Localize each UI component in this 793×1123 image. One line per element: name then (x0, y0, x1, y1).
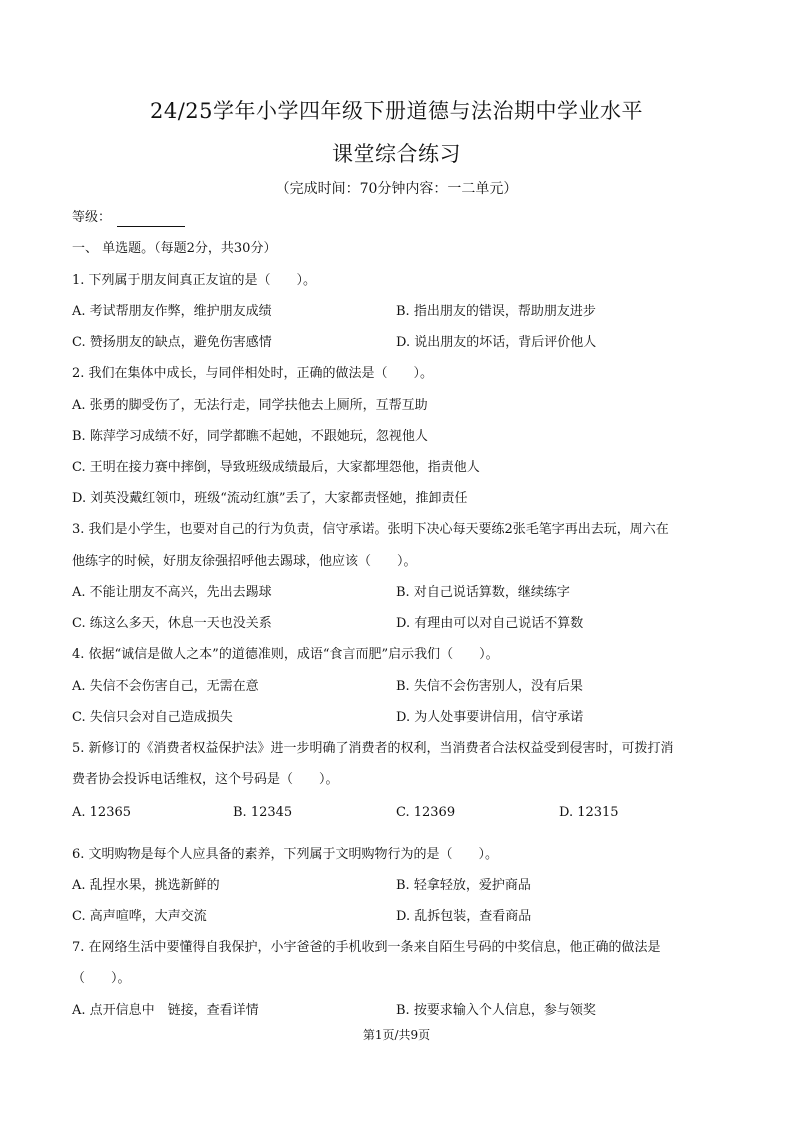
option: C. 王明在接力赛中摔倒，导致班级成绩最后，大家都埋怨他，指责他人 (72, 460, 480, 475)
option: B. 失信不会伤害别人，没有后果 (396, 679, 583, 694)
option: D. 说出朋友的坏话，背后评价他人 (396, 335, 597, 350)
option: D. 刘英没戴红领巾，班级“流动红旗”丢了，大家都责怪她，推卸责任 (72, 491, 468, 506)
question-stem-continued: 费者协会投诉电话维权，这个号码是（ ）。 (72, 772, 339, 787)
option: B. 指出朋友的错误，帮助朋友进步 (396, 304, 596, 319)
exam-title-line2: 课堂综合练习 (332, 142, 461, 166)
option: C. 练这么多天，休息一天也没关系 (72, 616, 272, 631)
exam-subtitle: （完成时间：70分钟内容：一二单元） (275, 181, 518, 197)
option: D. 有理由可以对自己说话不算数 (396, 616, 584, 631)
section-heading: 一、 单选题。（每题2分，共30分） (72, 241, 277, 256)
question-stem: 4. 依据“诚信是做人之本”的道德准则，成语“食言而肥”启示我们（ ）。 (72, 647, 499, 662)
option: A. 考试帮朋友作弊，维护朋友成绩 (72, 304, 272, 319)
question-stem: 1. 下列属于朋友间真正友谊的是（ ）。 (72, 273, 317, 288)
option: B. 12345 (233, 805, 293, 820)
option: B. 轻拿轻放，爱护商品 (396, 878, 531, 893)
question-stem: 2. 我们在集体中成长，与同伴相处时，正确的做法是（ ）。 (72, 366, 434, 381)
option: D. 乱拆包装，查看商品 (396, 909, 532, 924)
question-stem-continued: （ ）。 (72, 971, 131, 986)
grade-blank (117, 212, 185, 227)
option: D. 12315 (559, 805, 619, 820)
page-indicator: 第1页/共9页 (362, 1028, 431, 1042)
question-stem-continued: 他练字的时候，好朋友徐强招呼他去踢球，他应该（ ）。 (72, 554, 417, 569)
grade-field (72, 209, 185, 227)
option: D. 为人处事要讲信用，信守承诺 (396, 710, 584, 725)
option: A. 张勇的脚受伤了，无法行走，同学扶他去上厕所，互帮互助 (72, 398, 428, 413)
option: A. 失信不会伤害自己，无需在意 (72, 679, 259, 694)
question-stem: 5. 新修订的《消费者权益保护法》进一步明确了消费者的权利，当消费者合法权益受到侵害时，可拨打消 (72, 741, 674, 756)
option: A. 12365 (72, 805, 132, 820)
option: A. 乱捏水果，挑选新鲜的 (72, 878, 220, 893)
grade-label: 等级： (72, 210, 112, 225)
question-stem: 7. 在网络生活中要懂得自我保护，小宇爸爸的手机收到一条来自陌生号码的中奖信息，他正确的做法是 (72, 940, 661, 955)
option: C. 赞扬朋友的缺点，避免伤害感情 (72, 335, 272, 350)
option: A. 点开信息中 链接，查看详情 (72, 1003, 259, 1018)
question-stem: 6. 文明购物是每个人应具备的素养，下列属于文明购物行为的是（ ）。 (72, 847, 499, 862)
question-stem: 3. 我们是小学生，也要对自己的行为负责，信守承诺。张明下决心每天要练2张毛笔字再出去玩，周六在 (72, 522, 669, 537)
option: B. 按要求输入个人信息，参与领奖 (396, 1003, 596, 1018)
option: B. 对自己说话算数，继续练字 (396, 585, 570, 600)
option: C. 12369 (396, 805, 456, 820)
option: B. 陈萍学习成绩不好，同学都瞧不起她，不跟她玩，忽视他人 (72, 429, 428, 444)
exam-title: 24/25学年小学四年级下册道德与法治期中学业水平 (149, 99, 644, 123)
option: C. 失信只会对自己造成损失 (72, 710, 233, 725)
option: C. 高声喧哗，大声交流 (72, 909, 207, 924)
option: A. 不能让朋友不高兴，先出去踢球 (72, 585, 272, 600)
